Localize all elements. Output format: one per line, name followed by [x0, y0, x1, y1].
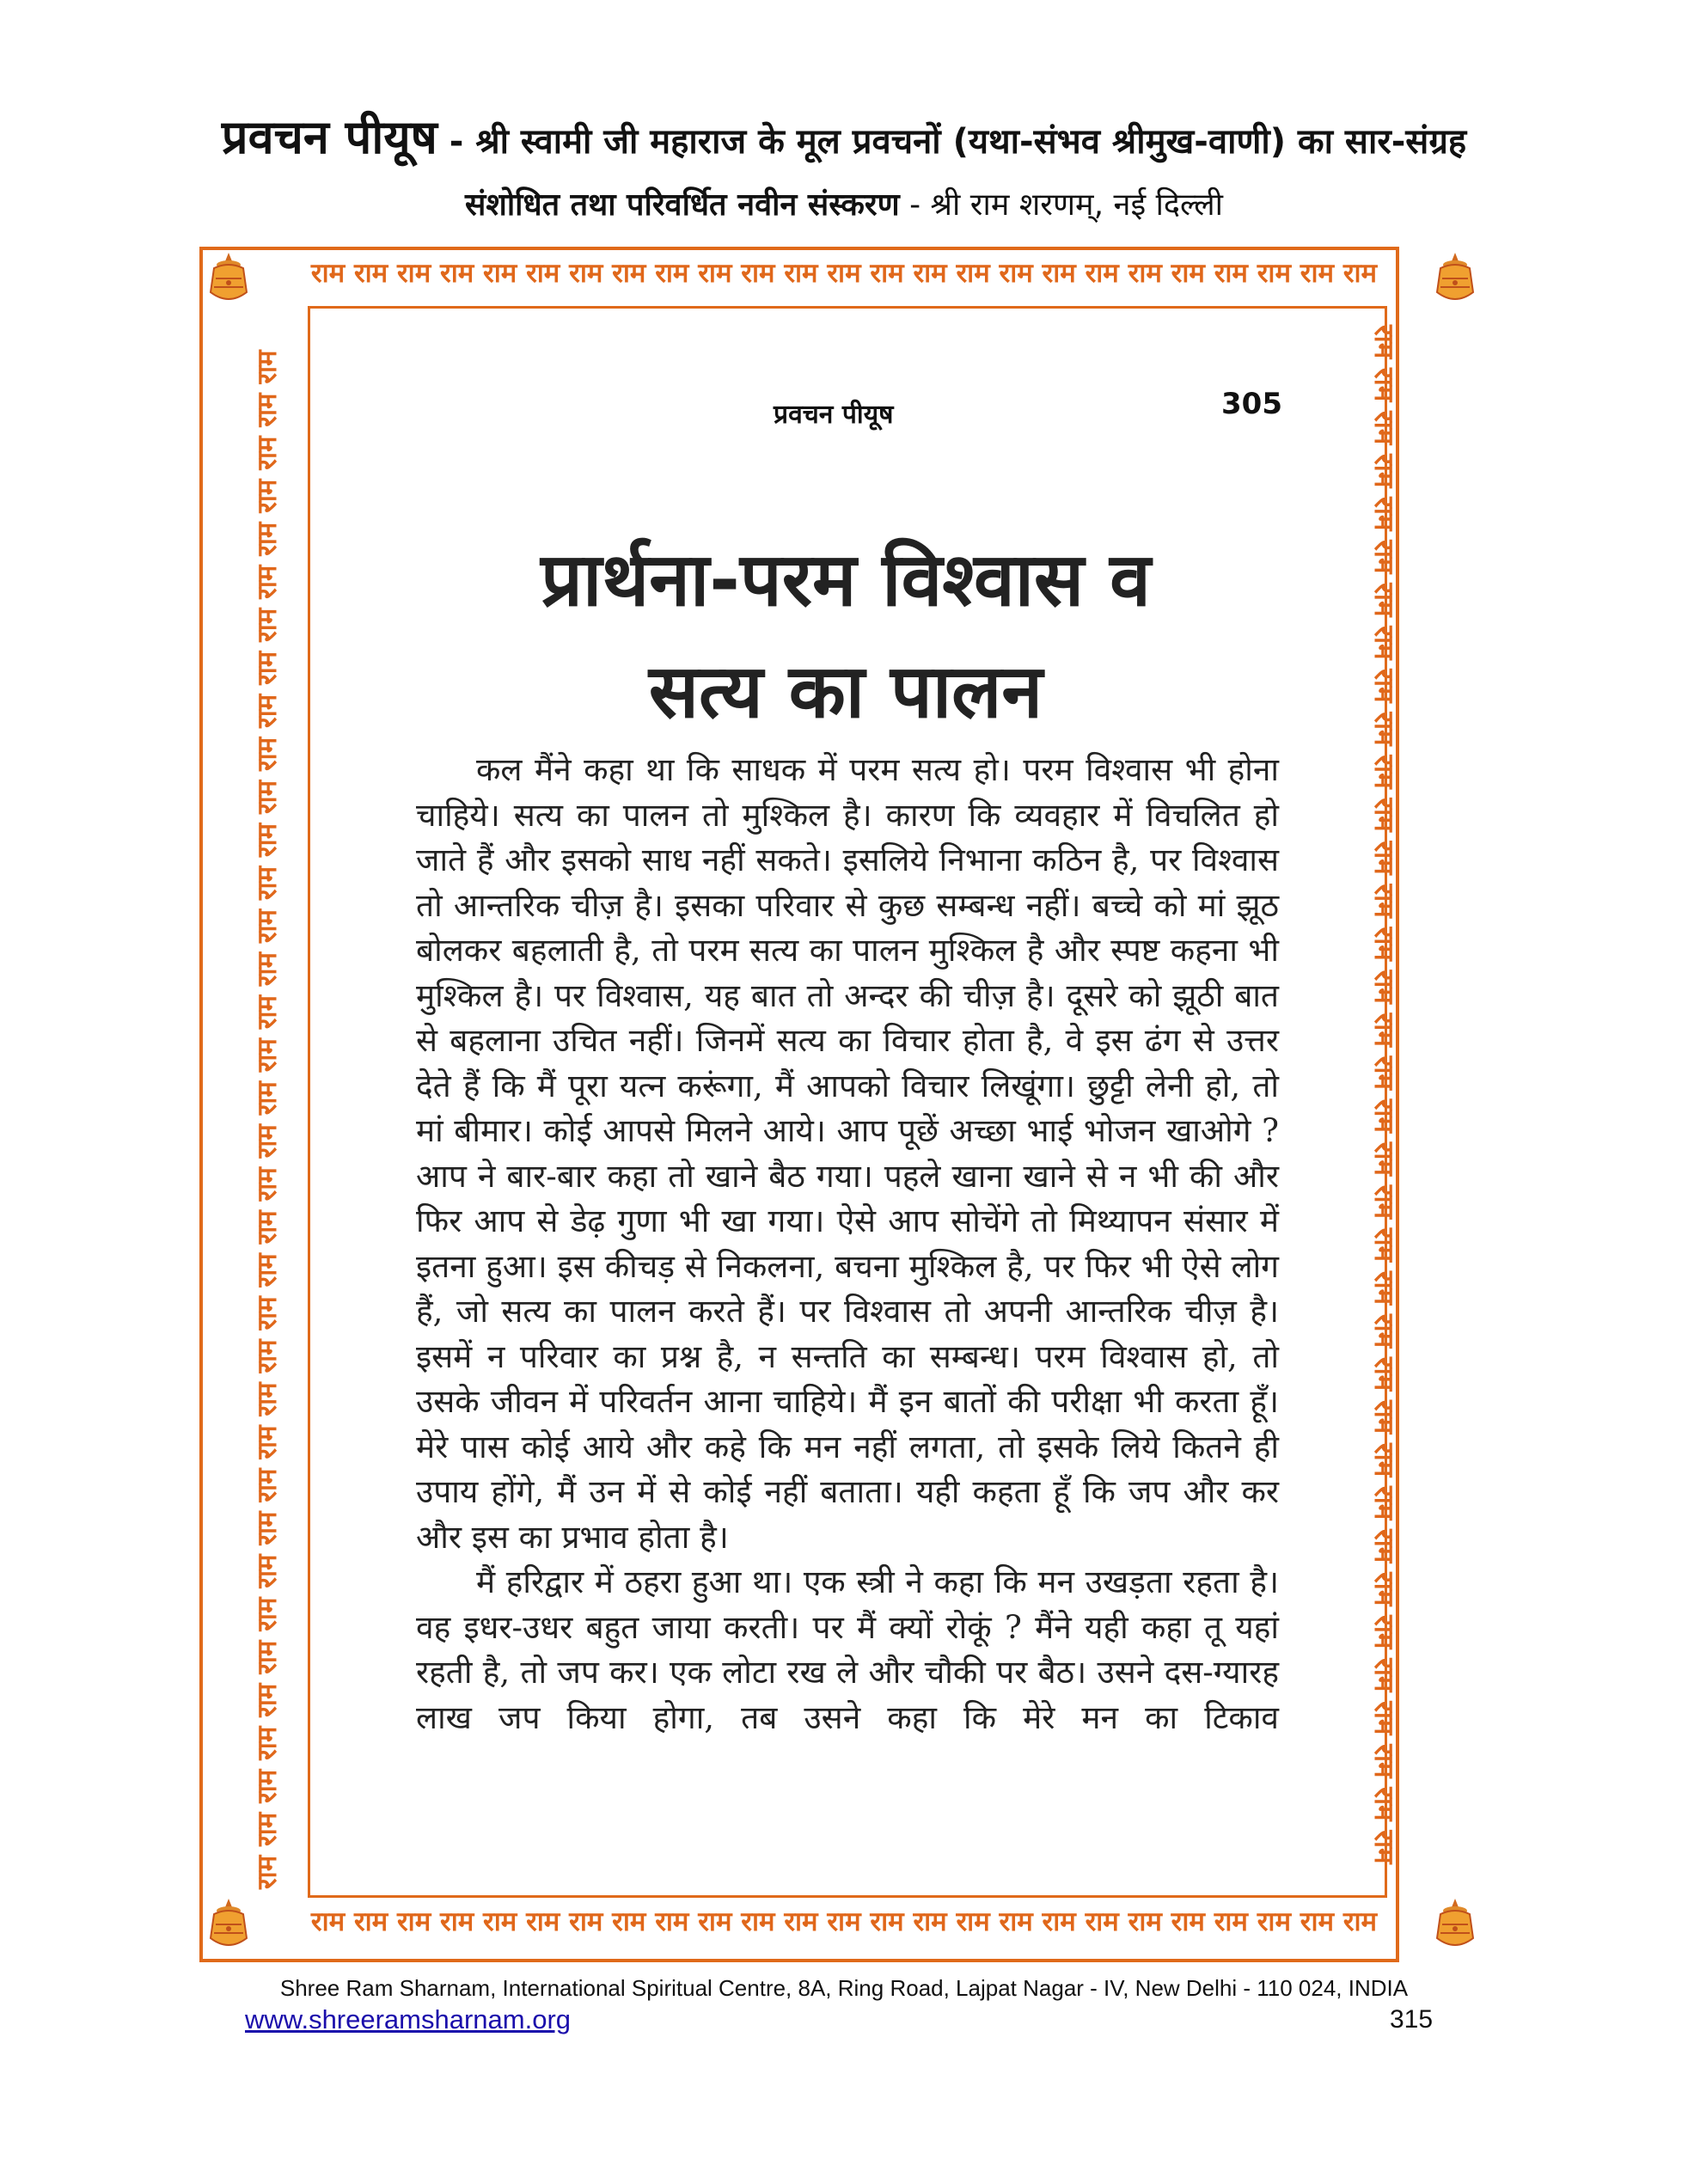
kalash-icon [1430, 249, 1480, 309]
book-page-number: 305 [1221, 387, 1282, 421]
chapter-title-line1: प्रार्थना-परम विश्वास व [541, 537, 1151, 623]
body-text [416, 748, 1279, 1740]
footer-address: Shree Ram Sharnam, International Spiritual Centre, 8A, Ring Road, Lajpat Nagar - IV, New Delhi - 110 024, INDIA [279, 1975, 1409, 2001]
edition-rest: - श्री राम शरणम्, नई दिल्ली [899, 187, 1223, 223]
kalash-icon [1430, 1895, 1480, 1955]
border-left-label: राम राम राम राम राम राम राम राम राम राम राम राम राम राम राम राम राम राम राम राम राम राम राम राम राम राम राम राम राम राम राम राम राम राम राम राम [252, 350, 283, 1889]
document-header [0, 103, 1688, 167]
chapter-title-line2: सत्य का पालन [648, 649, 1043, 735]
border-bottom-text: राम राम राम राम राम राम राम राम राम राम राम राम राम राम राम राम राम राम राम राम राम राम राम राम राम [310, 1906, 1378, 1937]
edition-line [0, 182, 1688, 224]
header-title: प्रवचन पीयूष [221, 110, 437, 164]
running-head: प्रवचन पीयूष [774, 400, 894, 430]
website-link[interactable]: www.shreeramsharnam.org [245, 2004, 572, 2034]
pdf-page-number: 315 [1390, 2005, 1434, 2034]
border-top-text: राम राम राम राम राम राम राम राम राम राम राम राम राम राम राम राम राम राम राम राम राम राम राम राम राम [310, 258, 1378, 289]
header-separator: - [437, 122, 476, 162]
header-subtitle: श्री स्वामी जी महाराज के मूल प्रवचनों (यथा-संभव श्रीमुख-वाणी) का सार-संग्रह [475, 122, 1467, 162]
border-right-label: राम राम राम राम राम राम राम राम राम राम राम राम राम राम राम राम राम राम राम राम राम राम राम राम राम राम राम राम राम राम राम राम राम राम राम राम [1368, 325, 1399, 1864]
border-left-text [210, 325, 283, 1889]
edition-bold: संशोधित तथा परिवर्धित नवीन संस्करण [465, 187, 900, 223]
kalash-icon [204, 249, 254, 309]
paragraph: कल मैंने कहा था कि साधक में परम सत्य हो। परम विश्वास भी होना चाहिये। सत्य का पालन तो मुश्किल है। कारण कि व्यवहार में विचलित हो जाते हैं और इसको साध नहीं सकते। इसलिये निभाना कठिन है, पर विश्वास तो आन्तरिक चीज़ है। इसका परिवार से कुछ सम्बन्ध नहीं। बच्चे को मां झूठ बोलकर बहलाती है, तो परम सत्य का पालन मुश्किल है और स्पष्ट कहना भी मुश्किल है। पर विश्वास, यह बात तो अन्दर की चीज़ है। दूसरे को झूठी बात से बहलाना उचित नहीं। जिनमें सत्य का विचार होता है, वे इस ढंग से उत्तर देते हैं कि मैं पूरा यत्न करूंगा, मैं आपको विचार लिखूंगा। छुट्टी लेनी हो, तो मां बीमार। कोई आपसे मिलने आये। आप पूछें अच्छा भाई भोजन खाओगे ? आप ने बार-बार कहा तो खाने बैठ गया। पहले खाना खाने से न भी की और फिर आप से डेढ़ गुणा भी खा गया। ऐसे आप सोचेंगे तो मिथ्यापन संसार में इतना हुआ। इस कीचड़ से निकलना, बचना मुश्किल है, पर फिर भी ऐसे लोग हैं, जो सत्य का पालन करते हैं। पर विश्वास तो अपनी आन्तरिक चीज़ है। इसमें न परिवार का प्रश्न है, न सन्तति का सम्बन्ध। परम विश्वास हो, तो उसके जीवन में परिवर्तन आना चाहिये। मैं इन बातों की परीक्षा भी करता हूँ। मेरे पास कोई आये और कहे कि मन नहीं लगता, तो इसके लिये कितने ही उपाय होंगे, मैं उन में से कोई नहीं बताता। यही कहता हूँ कि जप और कर और इस का प्रभाव होता है। [416, 751, 1279, 1556]
kalash-icon [204, 1895, 254, 1955]
chapter-title [344, 524, 1348, 748]
border-right-text [1368, 325, 1441, 1889]
paragraph: मैं हरिद्वार में ठहरा हुआ था। एक स्त्री ने कहा कि मन उखड़ता रहता है। वह इधर-उधर बहुत जाया करती। पर मैं क्यों रोकूं ? मैंने यही कहा तू यहां रहती है, तो जप कर। एक लोटा रख ले और चौकी पर बैठ। उसने दस-ग्यारह लाख जप किया होगा, तब उसने कहा कि मेरे मन का टिकाव [416, 1563, 1279, 1736]
